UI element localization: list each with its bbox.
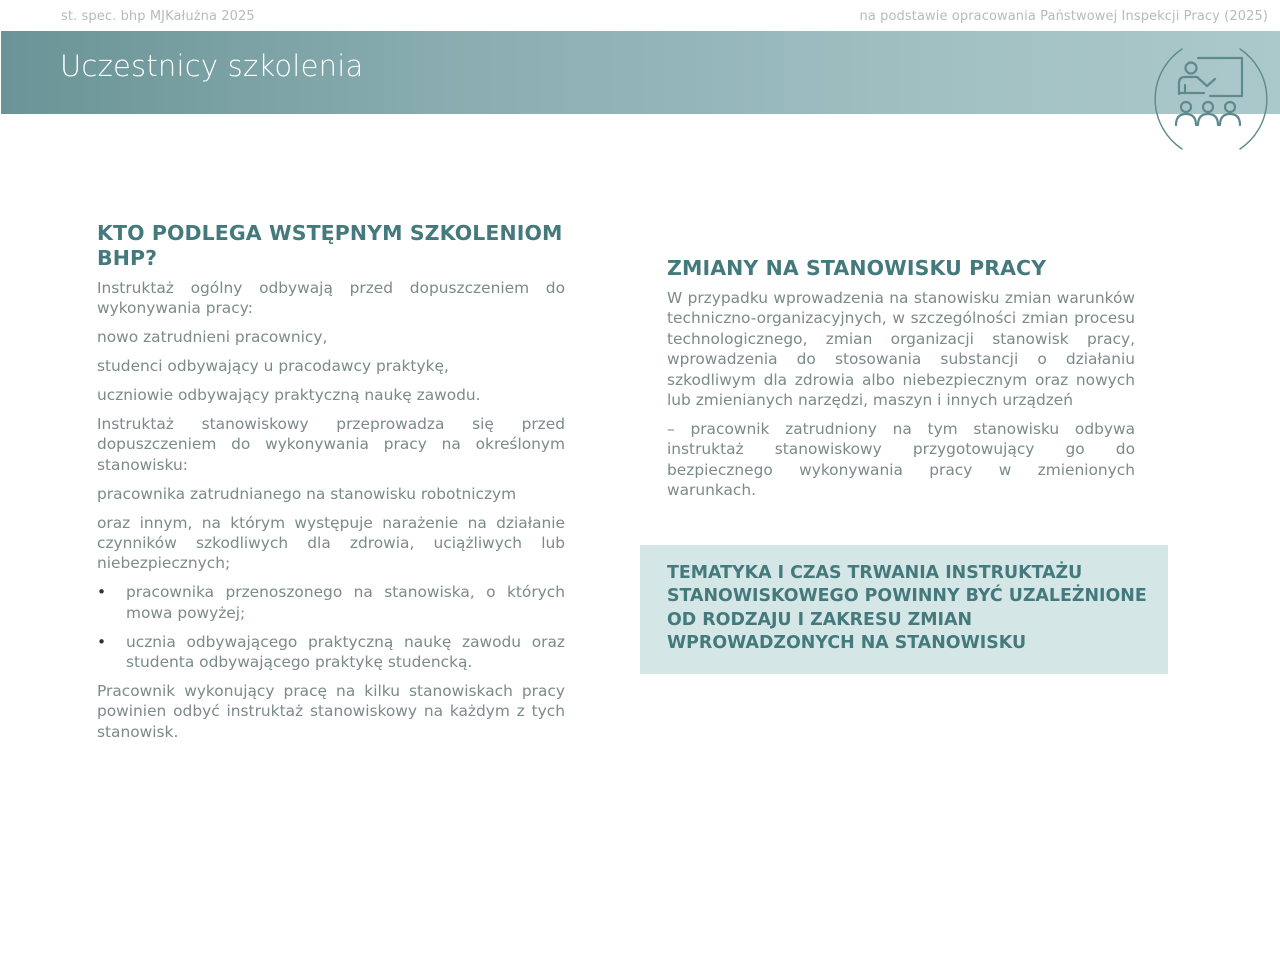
paragraph: uczniowie odbywający praktyczną naukę zawodu. xyxy=(97,386,481,405)
paragraph: Instruktaż stanowiskowy przeprowadza się przed dopuszczeniem do wykonywania pracy na określonym stanowisku: xyxy=(97,415,565,474)
left-column xyxy=(97,221,565,751)
closing-paragraph: Pracownik wykonujący pracę na kilku stanowiskach pracy powinien odbyć instruktaż stanowiskowy na każdym z tych stanowisk. xyxy=(97,682,565,741)
source-credit: na podstawie opracowania Państwowej Inspekcji Pracy (2025) xyxy=(859,9,1268,24)
paragraph: W przypadku wprowadzenia na stanowisku zmian warunków techniczno-organizacyjnych, w szczególności zmian procesu technologicznego, zmian organizacji stanowisk pracy, wprowadzenia do stosowania substancji o działaniu szkodliwym dla zdrowia albo niebezpiecznym oraz nowych lub zmienianych narzędzi, maszyn i innych urządzeń xyxy=(667,289,1135,410)
title-banner xyxy=(1,31,1280,114)
right-heading: ZMIANY NA STANOWISKU PRACY xyxy=(667,256,1047,280)
paragraph: – pracownik zatrudniony na tym stanowisku odbywa instruktaż stanowiskowy przygotowujący go do bezpiecznego wykonywania pracy w zmienionych warunkach. xyxy=(667,419,1135,500)
bullet-icon: • xyxy=(97,583,107,602)
paragraph: oraz innym, na którym występuje narażenie na działanie czynników szkodliwych dla zdrowia, uciążliwych lub niebezpiecznych; xyxy=(97,513,565,573)
callout-text: TEMATYKA I CZAS TRWANIA INSTRUKTAŻU STANOWISKOWEGO POWINNY BYĆ UZALEŻNIONE OD RODZAJU I ZAKRESU ZMIAN WPROWADZONYCH NA STANOWISKU xyxy=(667,563,1147,653)
page-title: Uczestnicy szkolenia xyxy=(60,49,364,83)
list-item xyxy=(97,582,565,623)
right-column xyxy=(667,256,1135,509)
paragraph: pracownika zatrudnianego na stanowisku robotniczym xyxy=(97,484,517,503)
callout-box xyxy=(640,545,1168,674)
teacher-presentation-icon xyxy=(1152,45,1270,155)
left-heading: KTO PODLEGA WSTĘPNYM SZKOLENIOM BHP? xyxy=(97,221,563,270)
author-credit: st. spec. bhp MJKałużna 2025 xyxy=(61,9,255,24)
paragraph: Instruktaż ogólny odbywają przed dopuszczeniem do wykonywania pracy: xyxy=(97,279,565,318)
bullet-icon: • xyxy=(97,632,107,651)
paragraph: studenci odbywający u pracodawcy praktykę, xyxy=(97,357,449,376)
paragraph: nowo zatrudnieni pracownicy, xyxy=(97,328,328,347)
list-item xyxy=(97,632,565,673)
list-item-text: ucznia odbywającego praktyczną naukę zawodu oraz studenta odbywającego praktykę studencką. xyxy=(126,632,565,672)
bullet-list xyxy=(97,582,565,672)
list-item-text: pracownika przenoszonego na stanowiska, o których mowa powyżej; xyxy=(126,583,565,622)
